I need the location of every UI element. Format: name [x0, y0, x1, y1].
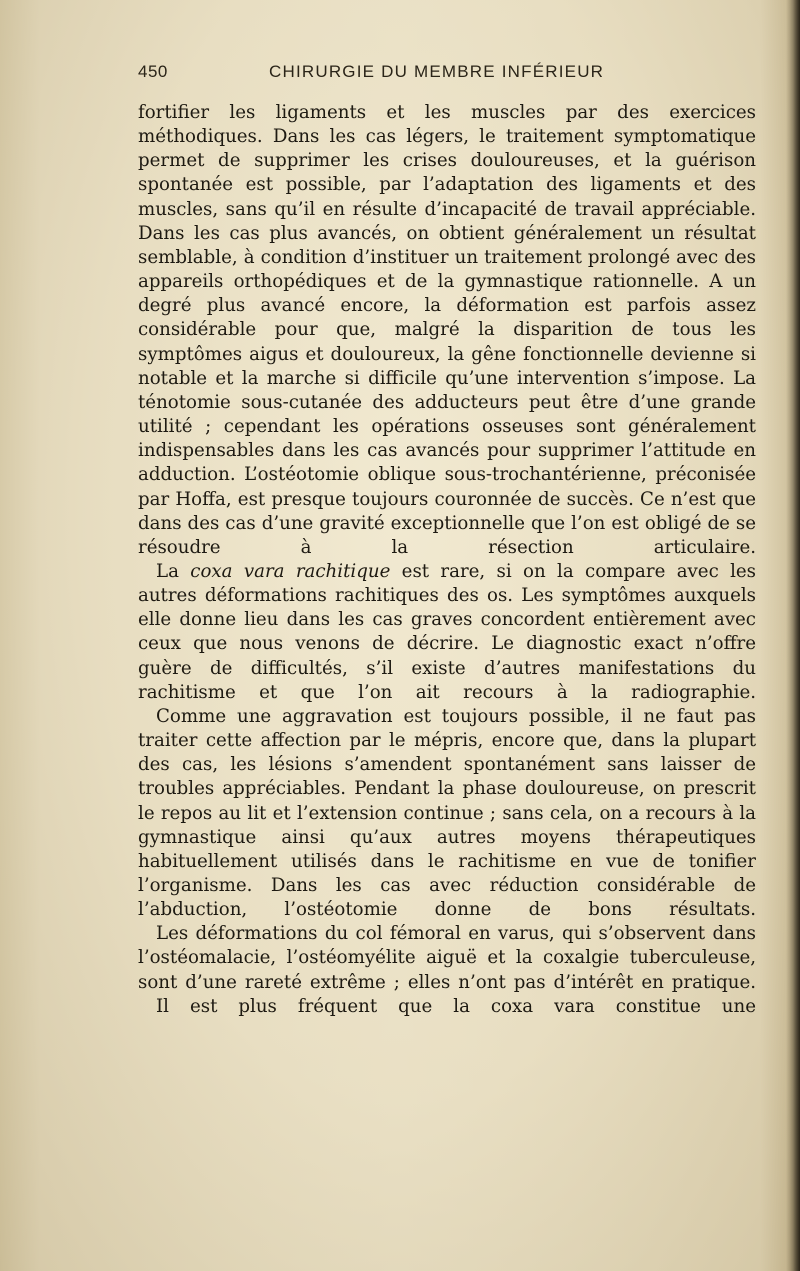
page-edge-shadow [786, 0, 800, 1271]
paragraph: fortifier les ligaments et les muscles par des exercices méthodiques. Dans les cas légers, le traitement symptomatique permet de supprimer les crises douloureuses, et la guérison spontanée est possible, par l’adaptation des ligaments et des muscles, sans qu’il en résulte d’incapacité de travail appréciable. Dans les cas plus avancés, on obtient généralement un résultat semblable, à condition d’instituer un traitement prolongé avec des appareils orthopédiques et de la gymnastique rationnelle. A un degré plus avancé encore, la déformation est parfois assez considérable pour que, malgré la disparition de tous les symptômes aigus et douloureux, la gêne fonctionnelle devienne si notable et la marche si difficile qu’une intervention s’impose. La ténotomie sous-cutanée des adducteurs peut être d’une grande utilité ; cependant les opérations osseuses sont généralement indispensables dans les cas avancés pour supprimer l’attitude en adduction. L’ostéotomie oblique sous-trochantérienne, préconisée par Hoffa, est presque toujours couronnée de succès. Ce n’est que dans des cas d’une gravité exceptionnelle que l’on est obligé de se résoudre à la résection articulaire. [138, 102, 756, 558]
paragraph: Les déformations du col fémoral en varus, qui s’observent dans l’ostéomalacie, l’ostéomyélite aiguë et la coxalgie tuberculeuse, sont d’une rareté extrême ; elles n’ont pas d’intérêt en pratique. [138, 923, 756, 993]
paragraph-text: est rare, si on la compare avec les autres déformations rachitiques des os. Les symptômes auxquels elle donne lieu dans les cas graves concordent entièrement avec ceux que nous venons de décrire. Le diagnostic exact n’offre guère de difficultés, s’il existe d’autres manifestations du rachitisme et que l’on ait recours à la radiographie. [138, 560, 757, 703]
page-header [138, 60, 760, 86]
body-text [138, 101, 756, 1019]
paragraph-prefix: La [156, 560, 191, 582]
page-number: 450 [138, 62, 168, 81]
paragraph [138, 560, 756, 705]
italic-term: coxa vara rachitique [190, 560, 391, 582]
paragraph: Comme une aggravation est toujours possible, il ne faut pas traiter cette affection par le mépris, encore que, dans la plupart des cas, les lésions s’amendent spontanément sans laisser de troubles appréciables. Pendant la phase douloureuse, on prescrit le repos au lit et l’extension continue ; sans cela, on a recours à la gymnastique ainsi qu’aux autres moyens thérapeutiques habituellement utilisés dans le rachitisme en vue de tonifier l’organisme. Dans les cas avec réduction considérable de l’abduction, l’ostéotomie donne de bons résultats. [138, 705, 756, 921]
running-head: CHIRURGIE DU MEMBRE INFÉRIEUR [269, 62, 605, 81]
paragraph: Il est plus fréquent que la coxa vara constitue une [156, 995, 756, 1017]
